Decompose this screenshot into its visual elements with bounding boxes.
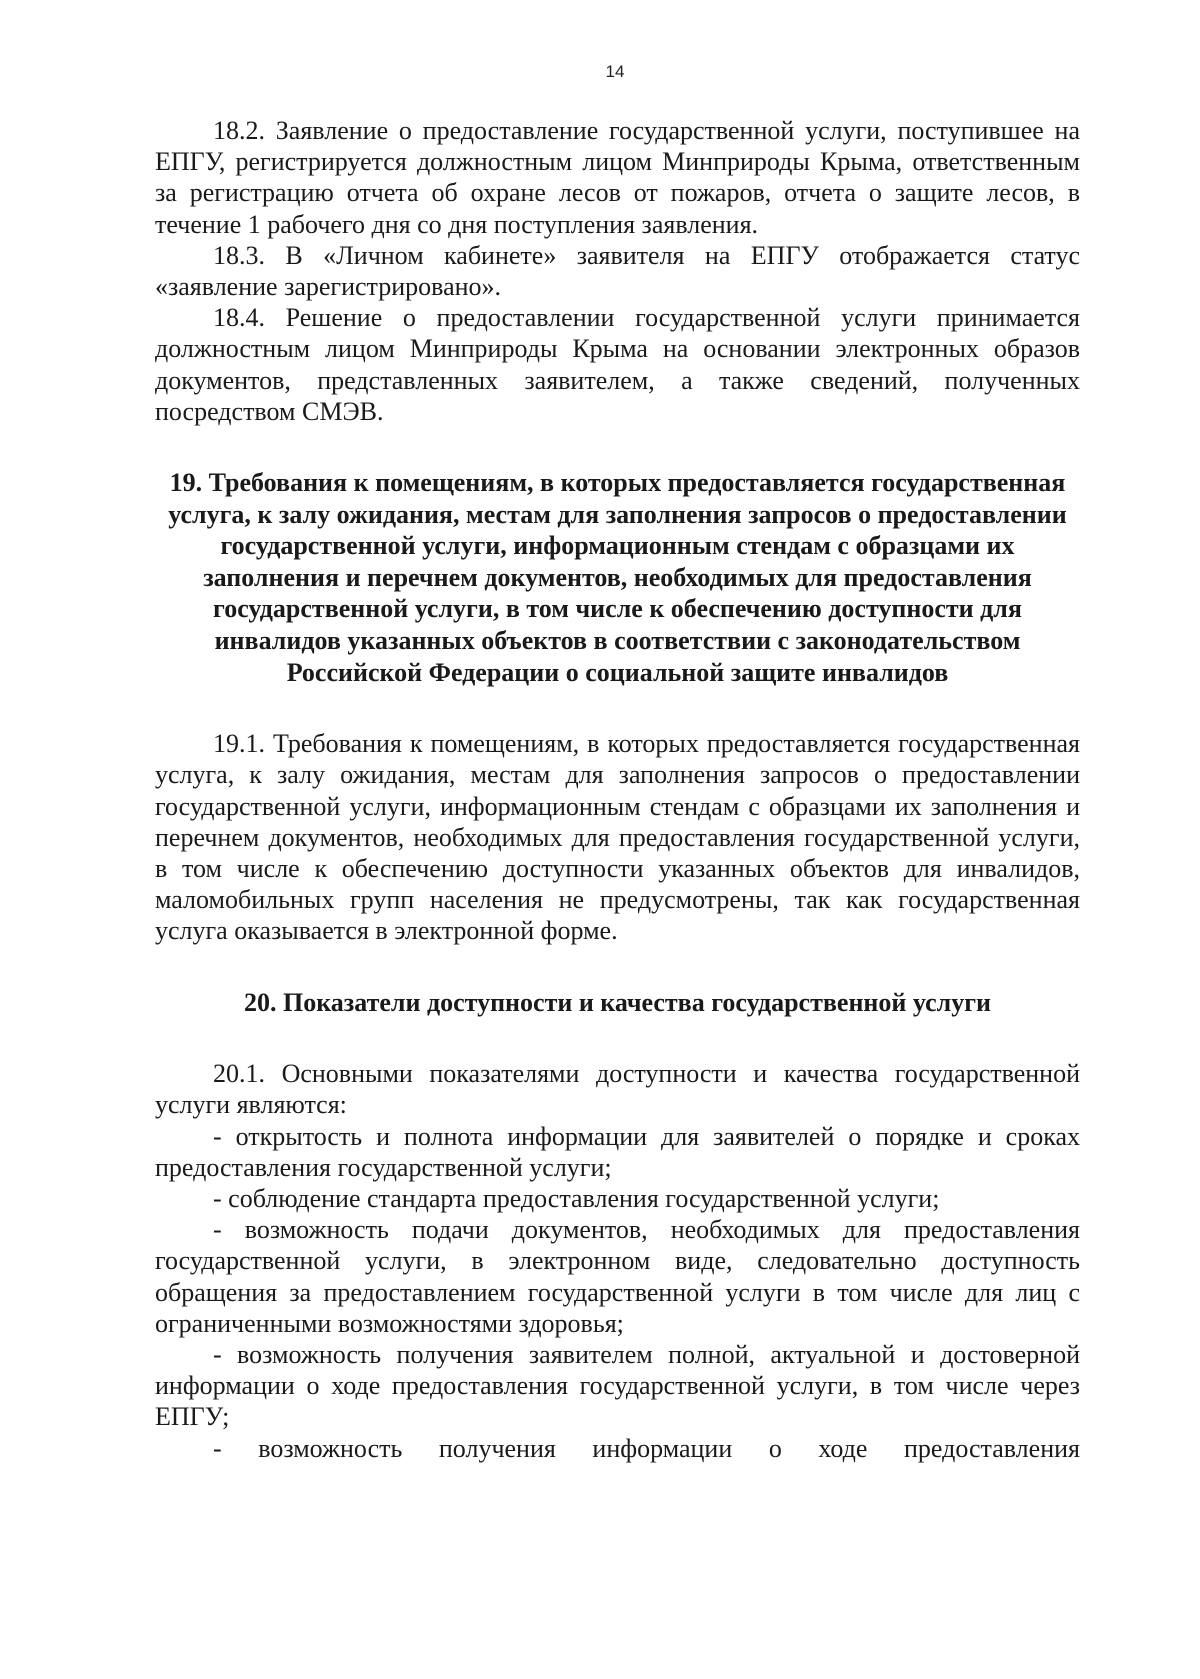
list-item: - соблюдение стандарта предоставления государственной услуги; (213, 1184, 940, 1214)
document-body (155, 115, 1080, 1464)
paragraph-18-3: 18.3. В «Личном кабинете» заявителя на ЕПГУ отображается статус «заявление зарегистрировано». (155, 240, 1080, 302)
page-number: 14 (605, 62, 625, 81)
list-item: - возможность получения информации о ходе предоставления (213, 1433, 1080, 1463)
section-heading-19: 19. Требования к помещениям, в которых предоставляется государственная услуга, к залу ожидания, местам для заполнения запросов о предоставлении государственной услуги, информационным стендам с образцами их заполнения и перечнем документов, необходимых для предоставления государственной услуги, в том числе к обеспечению доступности для инвалидов указанных объектов в соответствии с законодательством Российской Федерации о социальной защите инвалидов (168, 468, 1067, 687)
paragraph-18-2: 18.2. Заявление о предоставление государственной услуги, поступившее на ЕПГУ, регистрируется должностным лицом Минприроды Крыма, ответственным за регистрацию отчета об охране лесов от пожаров, отчета о защите лесов, в течение 1 рабочего дня со дня поступления заявления. (155, 116, 1080, 239)
section-heading-20: 20. Показатели доступности и качества государственной услуги (243, 987, 992, 1017)
paragraph-19-1: 19.1. Требования к помещениям, в которых предоставляется государственная услуга, к залу ожидания, местам для заполнения запросов о предоставлении государственной услуги, информационным стендам с образцами их заполнения и перечнем документов, необходимых для предоставления государственной услуги, в том числе к обеспечению доступности указанных объектов для инвалидов, маломобильных групп населения не предусмотрены, так как государственная услуга оказывается в электронной форме. (155, 729, 1080, 946)
list-item: - возможность подачи документов, необходимых для предоставления государственной услуги, в электронном виде, следовательно доступность обращения за предоставлением государственной услуги в том числе для лиц с ограниченными возможностями здоровья; (155, 1215, 1080, 1338)
paragraph-18-4: 18.4. Решение о предоставлении государственной услуги принимается должностным лицом Минприроды Крыма на основании электронных образов документов, представленных заявителем, а также сведений, полученных посредством СМЭВ. (155, 303, 1080, 426)
list-item: - возможность получения заявителем полной, актуальной и достоверной информации о ходе предоставления государственной услуги, в том числе через ЕПГУ; (155, 1340, 1080, 1432)
list-item: - открытость и полнота информации для заявителей о порядке и сроках предоставления государственной услуги; (155, 1121, 1080, 1182)
paragraph-20-1: 20.1. Основными показателями доступности и качества государственной услуги являются: (155, 1059, 1080, 1120)
